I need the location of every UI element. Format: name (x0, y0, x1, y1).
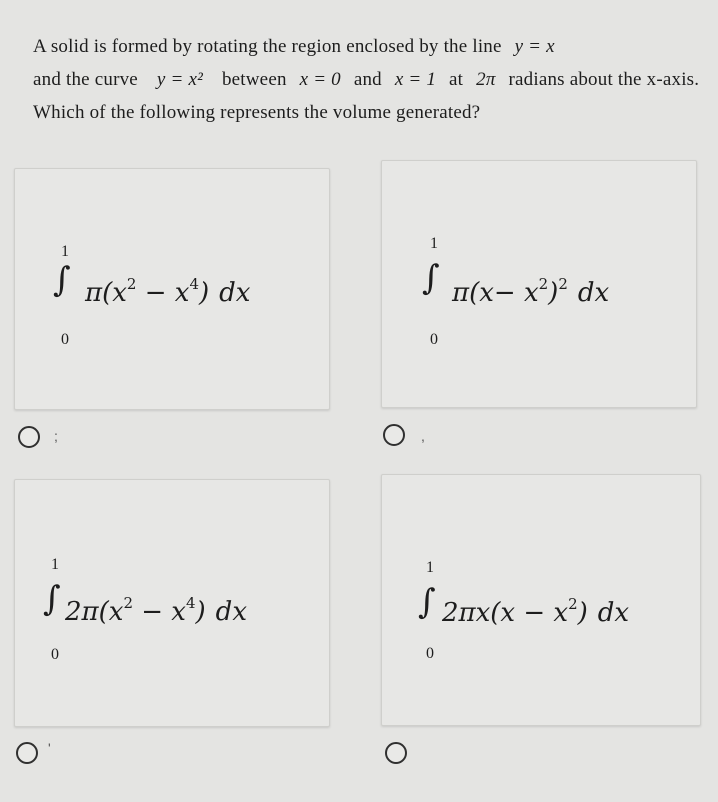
exponent: 2 (538, 275, 549, 293)
lower-limit: 0 (426, 645, 434, 662)
question-line-3: Which of the following represents the volume generated? (33, 102, 481, 123)
exponent: 4 (189, 275, 199, 293)
answer-option-d[interactable] (381, 474, 701, 726)
radio-mark-b: , (421, 428, 425, 444)
math-angle: 2π (476, 69, 496, 90)
lower-limit: 0 (51, 646, 59, 663)
radio-option-a[interactable] (18, 426, 40, 448)
question-line-2-text-b: between (221, 69, 287, 90)
integrand (85, 275, 250, 308)
upper-limit: 1 (61, 243, 69, 260)
integrand-part: ) (195, 597, 206, 627)
answer-option-b[interactable] (381, 160, 697, 408)
exponent: 2 (568, 595, 578, 613)
answer-option-a[interactable] (14, 168, 330, 410)
differential: dx (215, 597, 247, 627)
question-line-2-text-d: at (449, 69, 464, 90)
integrand-part: 2π(x (65, 597, 124, 627)
question-line-2-text-e: radians about the x-axis. (508, 69, 700, 90)
question-line-1 (33, 30, 703, 63)
differential: dx (577, 278, 610, 308)
upper-limit: 1 (430, 235, 438, 252)
upper-limit: 1 (426, 559, 434, 576)
integrand-part: ) (198, 278, 210, 308)
exponent: 2 (126, 275, 137, 293)
math-upper-bound: x = 1 (394, 69, 437, 90)
integrand (442, 595, 629, 628)
integrand-part: ) (577, 598, 588, 628)
math-curve-equation: y = x² (156, 69, 203, 90)
radio-option-b[interactable] (383, 424, 405, 446)
integrand (452, 275, 609, 308)
integral-sign-icon: ∫ (43, 579, 61, 619)
integrand-part: − x (136, 278, 190, 308)
radio-mark-a: ; (54, 428, 58, 444)
integrand-part: 2πx(x − x (442, 598, 569, 628)
exponent: 4 (185, 594, 196, 612)
integrand-part: π(x (85, 278, 127, 308)
question-line-2-text-c: and (353, 69, 382, 90)
answer-option-c[interactable] (14, 479, 330, 727)
exponent: 2 (123, 594, 133, 612)
question-line-1-text: A solid is formed by rotating the region enclosed by the line (33, 36, 502, 57)
exponent: 2 (558, 275, 568, 293)
question-line-2-text-a: and the curve (33, 69, 138, 90)
integral-sign-icon: ∫ (418, 582, 436, 622)
question-line-2 (33, 63, 703, 96)
lower-limit: 0 (61, 331, 69, 348)
math-lower-bound: x = 0 (299, 69, 341, 90)
integrand (65, 594, 247, 627)
lower-limit: 0 (430, 331, 438, 348)
upper-limit: 1 (51, 556, 59, 573)
question-text (33, 30, 703, 129)
radio-mark-c: ' (48, 740, 51, 756)
radio-option-d[interactable] (385, 742, 407, 764)
math-line-equation: y = x (514, 36, 555, 57)
integral-sign-icon: ∫ (422, 258, 440, 298)
differential: dx (219, 278, 251, 308)
integrand-part: π(x− x (452, 278, 539, 308)
differential: dx (597, 598, 630, 628)
integrand-part: − x (132, 597, 186, 627)
integrand-part: ) (548, 278, 559, 308)
radio-option-c[interactable] (16, 742, 38, 764)
integral-sign-icon: ∫ (53, 260, 71, 300)
